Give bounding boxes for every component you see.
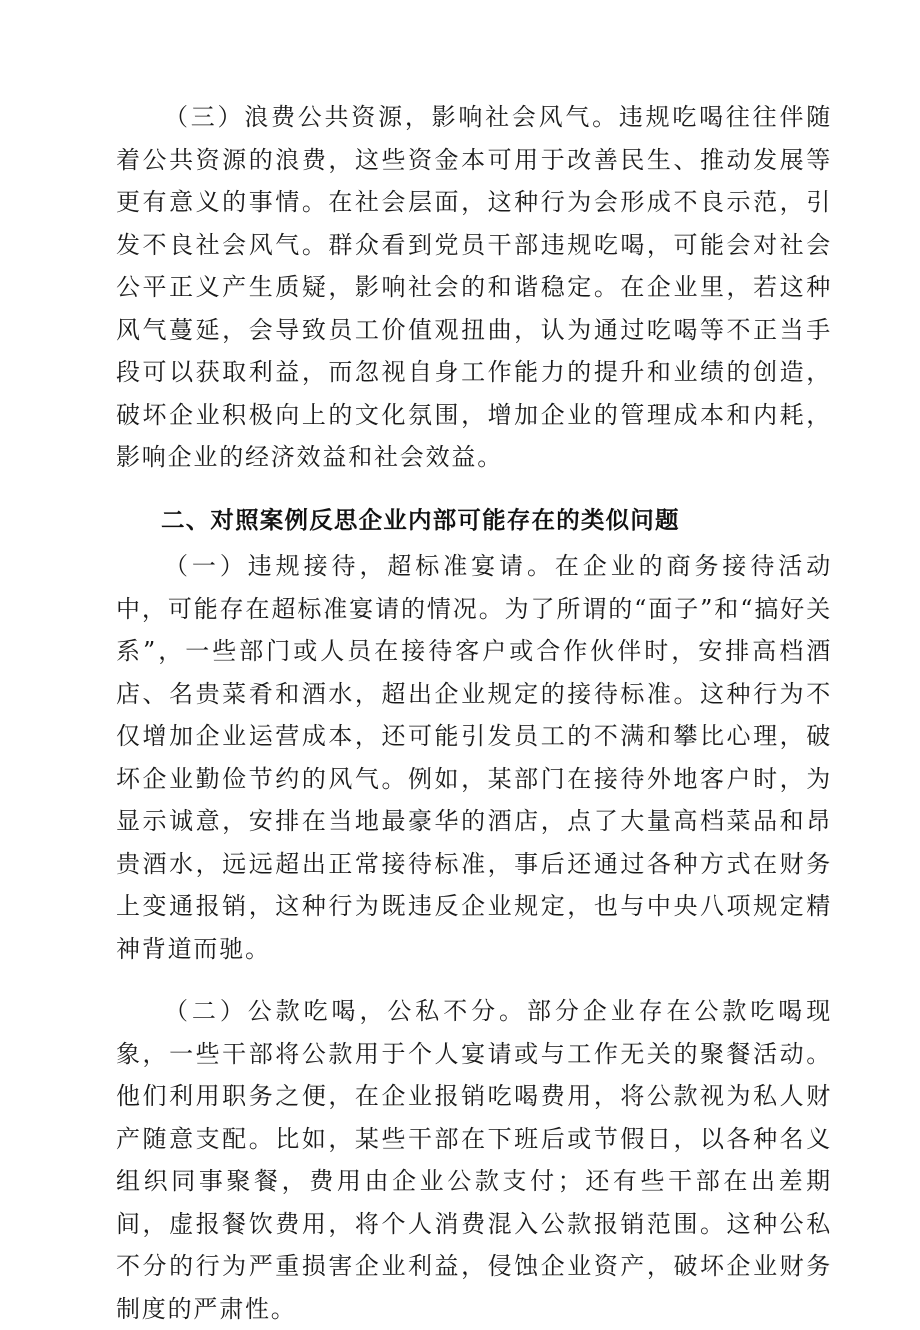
section-heading: 二、对照案例反思企业内部可能存在的类似问题 — [161, 505, 680, 534]
paragraph-waste-public-resources: （三）浪费公共资源，影响社会风气。违规吃喝往往伴随着公共资源的浪费，这些资金本可用于改善民生、推动发展等更有意义的事情。在社会层面，这种行为会形成不良示范，引发不良社会风气。群众看到党员干部违规吃喝，可能会对社会公平正义产生质疑，影响社会的和谐稳定。在企业里，若这种风气蔓延，会导致员工价值观扭曲，认为通过吃喝等不正当手段可以获取利益，而忽视自身工作能力的提升和业绩的创造，破坏企业积极向上的文化氛围，增加企业的管理成本和内耗，影响企业的经济效益和社会效益。 — [116, 103, 832, 471]
paragraph-public-funds-dining: （二）公款吃喝，公私不分。部分企业存在公款吃喝现象，一些干部将公款用于个人宴请或与工作无关的聚餐活动。他们利用职务之便，在企业报销吃喝费用，将公款视为私人财产随意支配。比如，某些干部在下班后或节假日，以各种名义组织同事聚餐，费用由企业公款支付；还有些干部在出差期间，虚报餐饮费用，将个人消费混入公款报销范围。这种公私不分的行为严重损害企业利益，侵蚀企业资产，破坏企业财务制度的严肃性。 — [116, 997, 832, 1323]
paragraph-reception-overstandard: （一）违规接待，超标准宴请。在企业的商务接待活动中，可能存在超标准宴请的情况。为了所谓的“面子”和“搞好关系”，一些部门或人员在接待客户或合作伙伴时，安排高档酒店、名贵菜肴和酒水，超出企业规定的接待标准。这种行为不仅增加企业运营成本，还可能引发员工的不满和攀比心理，破坏企业勤俭节约的风气。例如，某部门在接待外地客户时，为显示诚意，安排在当地最豪华的酒店，点了大量高档菜品和昂贵酒水，远远超出正常接待标准，事后还通过各种方式在财务上变通报销，这种行为既违反企业规定，也与中央八项规定精神背道而驰。 — [116, 552, 832, 963]
document-body — [116, 96, 832, 1330]
